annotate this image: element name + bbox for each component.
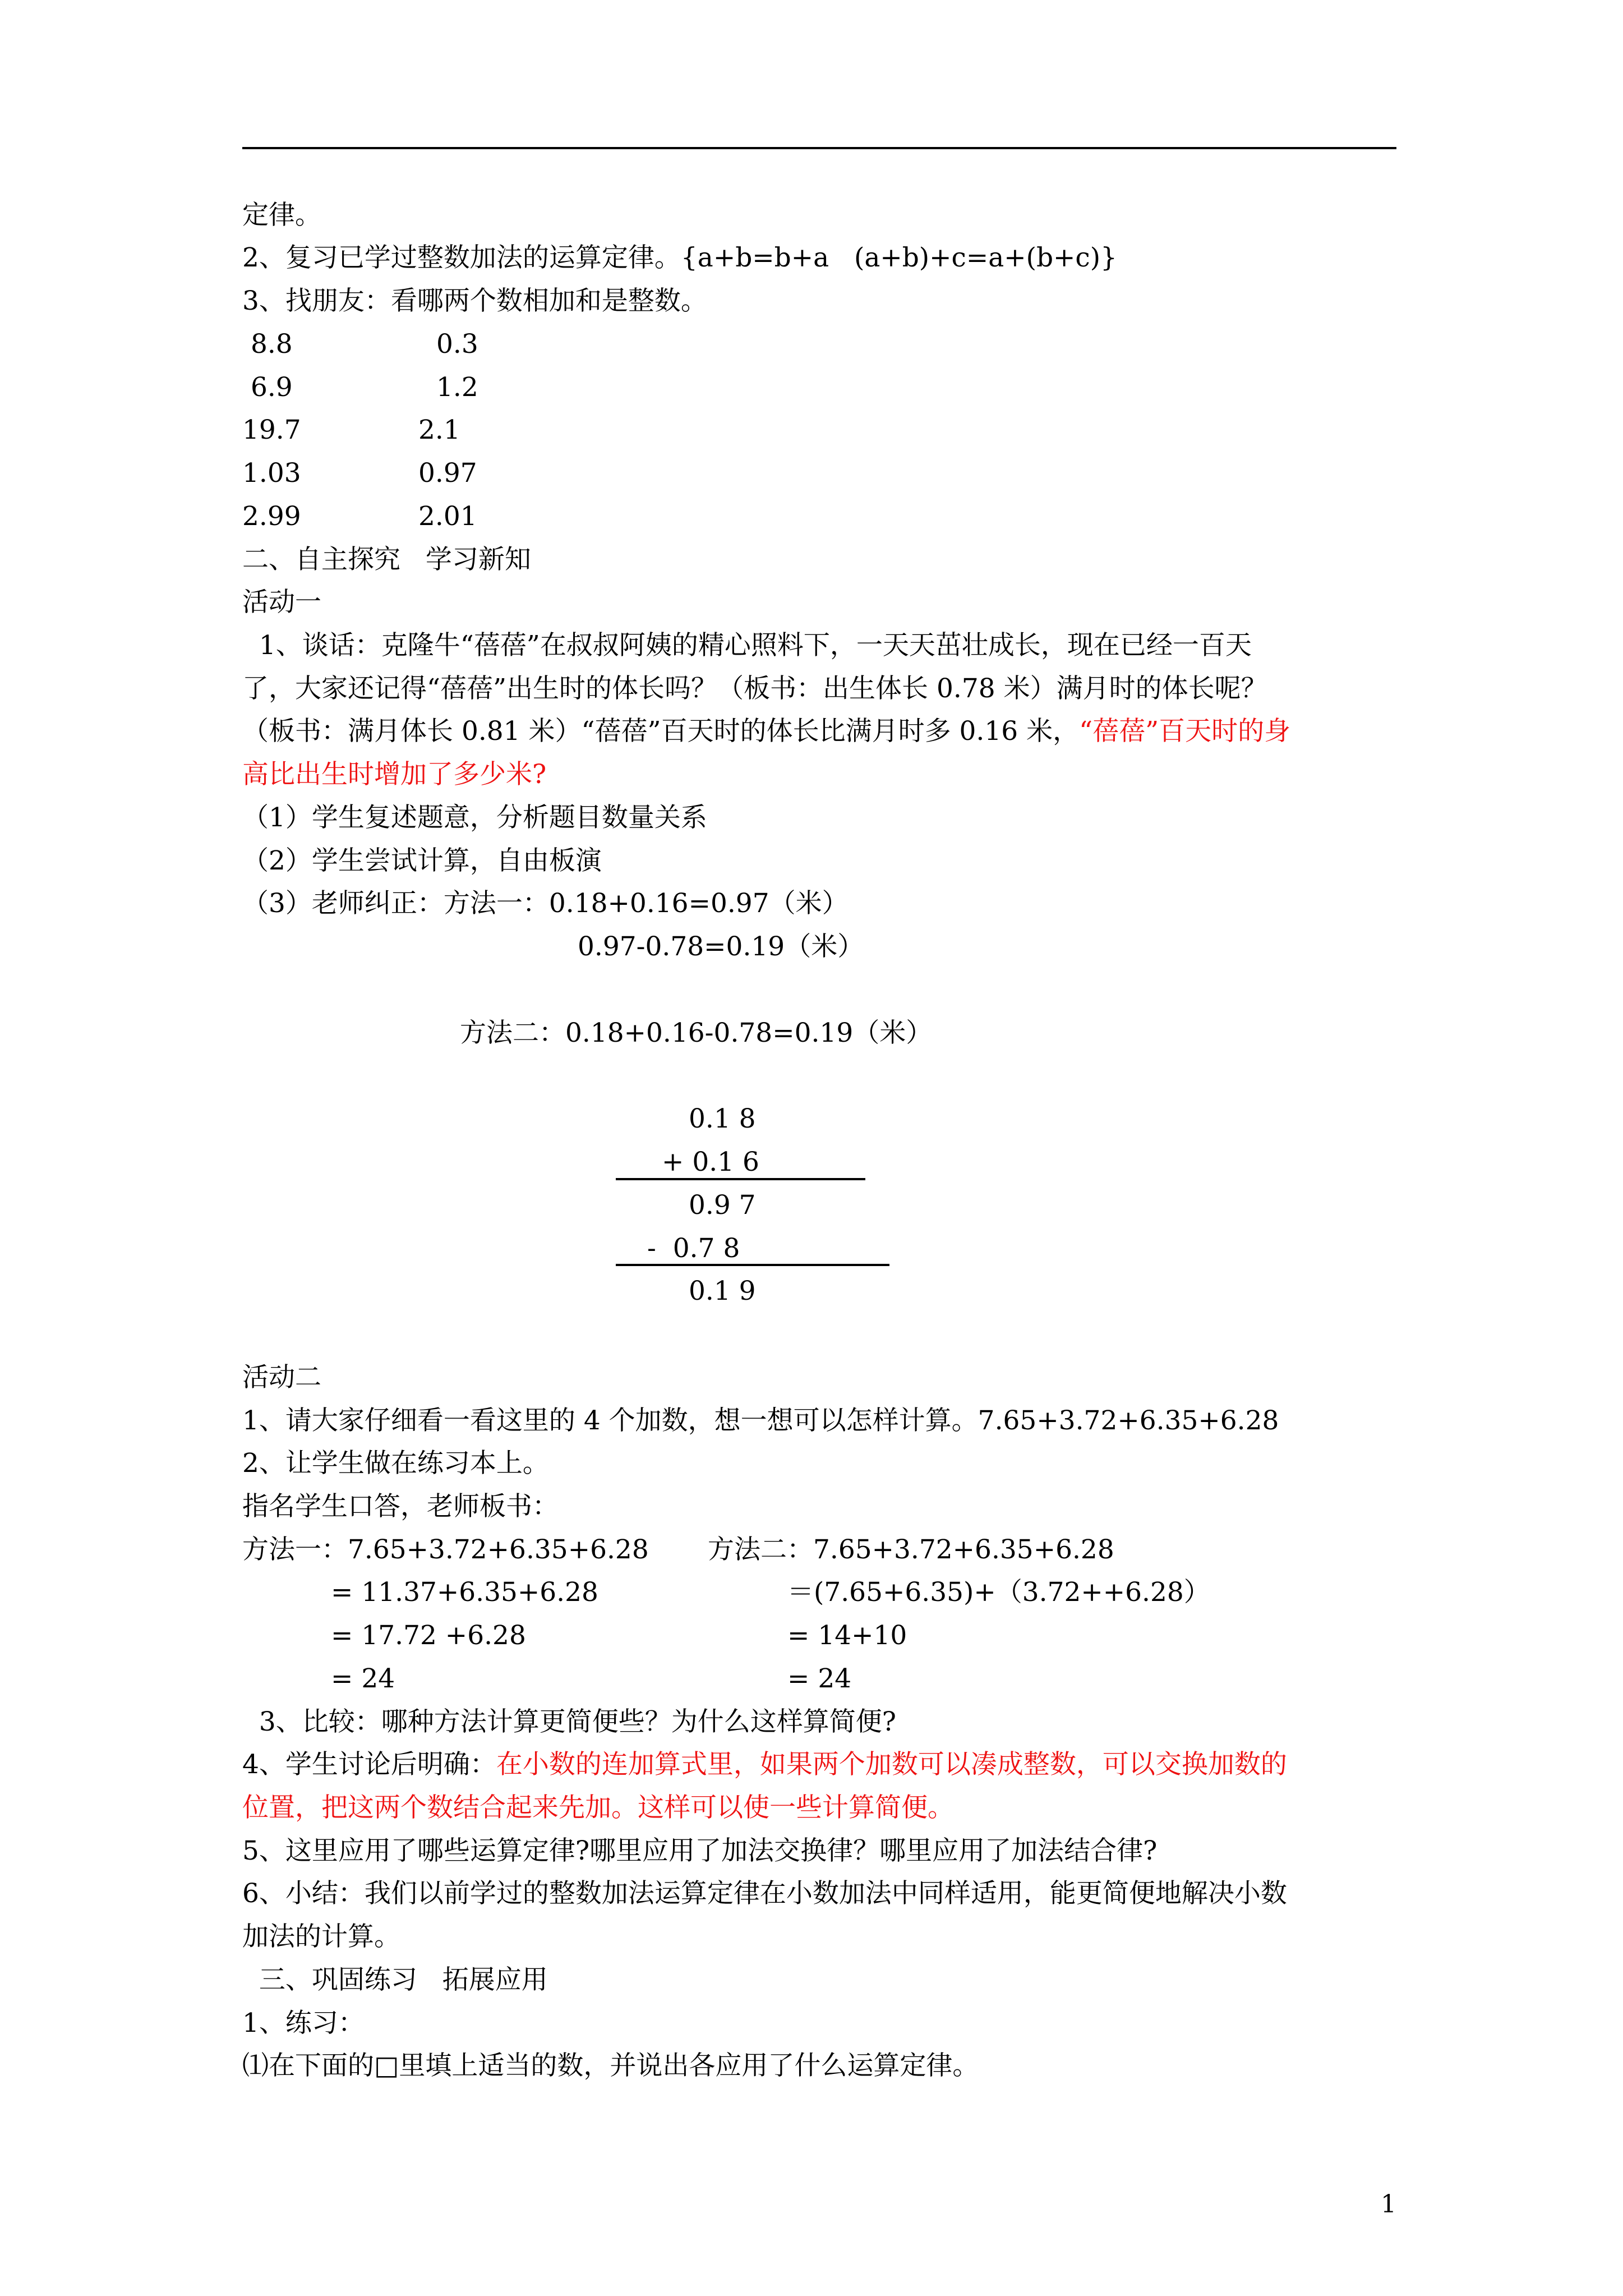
step-line: （3）老师纠正：方法一：0.18+0.16=0.97（米）: [242, 888, 849, 919]
method-line: 方法二：0.18+0.16-0.78=0.19（米）: [460, 1018, 933, 1048]
step-line: （2）学生尝试计算，自由板演: [242, 845, 602, 876]
paragraph-black: （板书：满月体长 0.81 米）“蓓蓓”百天时的体长比满月时多 0.16 米，: [242, 716, 1080, 747]
method2-line: = 24: [787, 1663, 852, 1694]
text-line: 指名学生口答，老师板书：: [242, 1491, 559, 1522]
page-number: 1: [1381, 2190, 1396, 2219]
method1-line: = 11.37+6.35+6.28: [331, 1577, 598, 1608]
pair-right: 0.97: [418, 458, 477, 489]
method1-line: = 24: [331, 1663, 395, 1694]
text-line: 定律。: [242, 200, 321, 231]
text-line: ⑴在下面的□里填上适当的数，并说出各应用了什么运算定律。: [242, 2050, 979, 2081]
pair-right: 2.1: [418, 415, 460, 445]
text-line: 3、找朋友：看哪两个数相加和是整数。: [242, 286, 707, 316]
highlight-question: 高比出生时增加了多少米?: [242, 759, 547, 790]
header-rule: [242, 147, 1396, 149]
step-line: （1）学生复述题意，分析题目数量关系: [242, 802, 707, 833]
text-line: 1、练习：: [242, 2008, 365, 2039]
pair-left: 8.8: [242, 329, 293, 360]
pair-left: 6.9: [242, 372, 293, 403]
text-line: 2、复习已学过整数加法的运算定律。{a+b=b+a (a+b)+c=a+(b+c)}: [242, 242, 1117, 273]
activity-heading: 活动一: [242, 587, 321, 618]
text-line: 6、小结：我们以前学过的整数加法运算定律在小数加法中同样适用，能更简便地解决小数: [242, 1878, 1287, 1909]
vertical-calc-row: + 0.1 6: [662, 1147, 759, 1177]
activity-heading: 活动二: [242, 1362, 321, 1393]
text-line: 加法的计算。: [242, 1921, 400, 1952]
pair-left: 1.03: [242, 458, 301, 489]
text-line: 3、比较：哪种方法计算更简便些？为什么这样算简便?: [242, 1706, 896, 1737]
method2-line: 方法二：7.65+3.72+6.35+6.28: [708, 1534, 1114, 1565]
pair-left: 2.99: [242, 501, 301, 532]
pair-right: 1.2: [436, 372, 478, 403]
pair-right: 0.3: [436, 329, 478, 360]
method2-line: ＝(7.65+6.35)+（3.72++6.28）: [787, 1577, 1210, 1608]
text-line: 2、让学生做在练习本上。: [242, 1448, 549, 1479]
calc-rule: [616, 1264, 889, 1266]
step-line: 0.97-0.78=0.19（米）: [578, 931, 864, 962]
paragraph-line: 1、谈话：克隆牛“蓓蓓”在叔叔阿姨的精心照料下，一天天茁壮成长，现在已经一百天: [242, 630, 1252, 661]
text-line: 5、这里应用了哪些运算定律?哪里应用了加法交换律？哪里应用了加法结合律?: [242, 1835, 1158, 1866]
calc-rule: [616, 1178, 865, 1180]
paragraph-line: 了，大家还记得“蓓蓓”出生时的体长吗？（板书：出生体长 0.78 米）满月时的体长呢？: [242, 673, 1267, 704]
method2-line: = 14+10: [787, 1620, 907, 1651]
method1-line: 方法一：7.65+3.72+6.35+6.28: [242, 1534, 649, 1565]
pair-right: 2.01: [418, 501, 477, 532]
section-heading: 三、巩固练习 拓展应用: [242, 1964, 548, 1995]
pair-left: 19.7: [242, 415, 301, 445]
highlight-conclusion: 在小数的连加算式里，如果两个加数可以凑成整数，可以交换加数的: [496, 1749, 1287, 1780]
highlight-question: “蓓蓓”百天时的身: [1079, 716, 1291, 747]
text-line: 1、请大家仔细看一看这里的 4 个加数，想一想可以怎样计算。7.65+3.72+6.35+6.28: [242, 1405, 1279, 1436]
text-line: [242, 1747, 1287, 1783]
method1-line: = 17.72 +6.28: [331, 1620, 526, 1651]
vertical-calc-row: 0.1 9: [689, 1276, 756, 1306]
paragraph-black: 4、学生讨论后明确：: [242, 1749, 496, 1780]
vertical-calc-row: 0.1 8: [689, 1103, 756, 1134]
paragraph-line: [242, 714, 1290, 749]
highlight-conclusion: 位置，把这两个数结合起来先加。这样可以使一些计算简便。: [242, 1792, 954, 1823]
vertical-calc-row: - 0.7 8: [647, 1233, 740, 1264]
section-heading: 二、自主探究 学习新知: [242, 544, 531, 575]
vertical-calc-row: 0.9 7: [689, 1190, 756, 1221]
